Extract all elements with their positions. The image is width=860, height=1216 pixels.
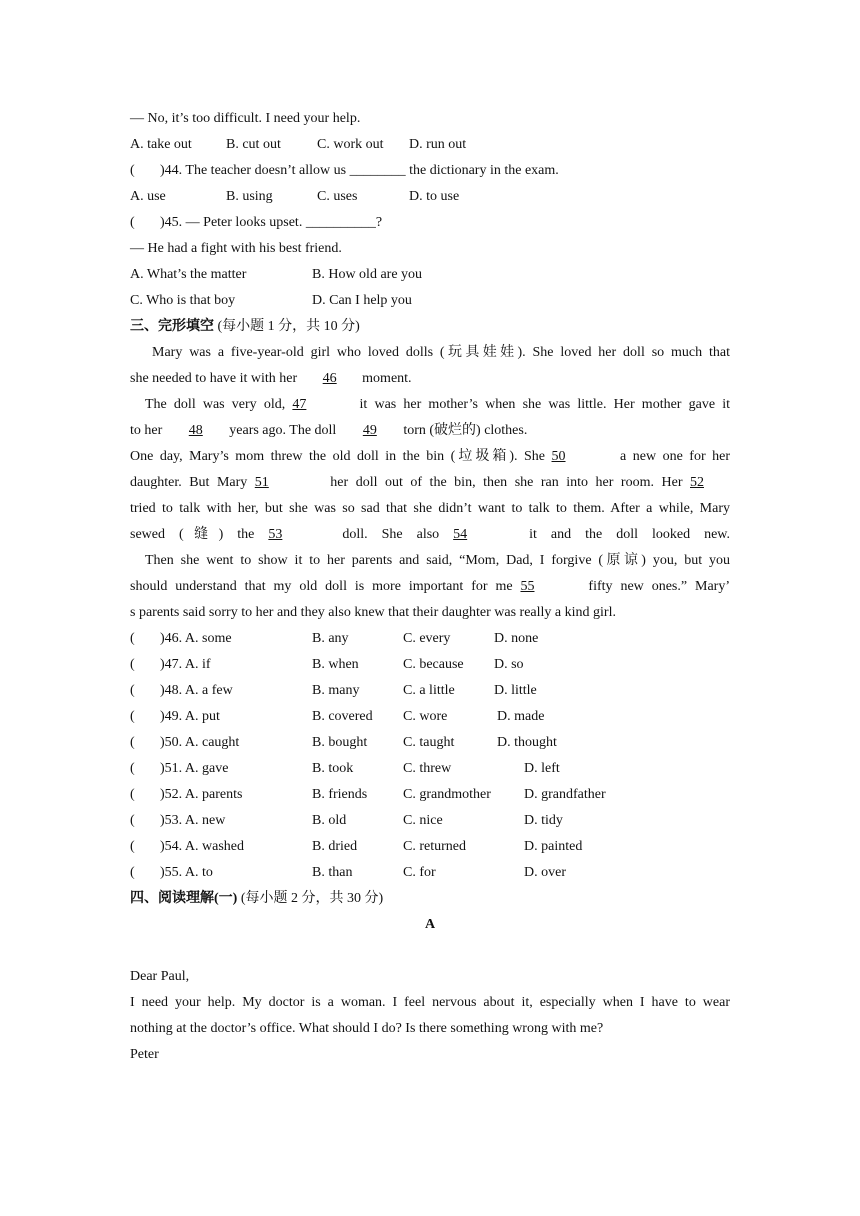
answer-paren: ( (130, 163, 135, 178)
spacer (130, 938, 730, 964)
letter-line2: nothing at the doctor’s office. What should I do? Is there something wrong with me? (130, 1021, 604, 1036)
section4-heading (130, 886, 730, 912)
q44-option-d: D. to use (409, 189, 460, 204)
q45-option-a: A. What’s the matter (130, 267, 247, 282)
cloze-question-row: ( )53. A. new B. old C. nice D. tidy (130, 813, 563, 828)
section3-heading (130, 314, 730, 340)
answer-paren: ( (130, 215, 135, 230)
cloze-p3-line3: tried to talk with her, but she was so sad that she didn’t want to talk to them. After a while, Mary (130, 501, 730, 516)
section3-note: (每小题 1 分，共 10 分) (214, 319, 360, 334)
letter-salutation: Dear Paul, (130, 969, 190, 984)
cloze-p3-line4: sewed (缝) the 53 doll. She also 54 it and the doll looked new. (130, 522, 730, 548)
q43-option-c: C. work out (317, 137, 384, 152)
letter-line1: I need your help. My doctor is a woman. I feel nervous about it, especially when I have to wear (130, 995, 730, 1010)
cloze-question-row: ( )55. A. to B. than C. for D. over (130, 865, 566, 880)
blank-51: 51 (254, 475, 269, 490)
q44-stem-text: )44. The teacher doesn’t allow us ________ the dictionary in the exam. (160, 163, 559, 178)
cloze-question-row: ( )54. A. washed B. dried C. returned D. painted (130, 839, 583, 854)
cloze-p2-line2: to her 48 years ago. The doll 49 torn (破烂的) clothes. (130, 418, 730, 444)
cloze-question-list (130, 626, 730, 886)
q43-option-b: B. cut out (226, 137, 281, 152)
blank-47: 47 (292, 397, 307, 412)
cloze-p2-line1: The doll was very old, 47 it was her mother’s when she was little. Her mother gave it (130, 392, 730, 418)
exam-page (130, 106, 730, 1068)
letter-signature: Peter (130, 1047, 159, 1062)
q44-option-a: A. use (130, 189, 166, 204)
cloze-p1-line1: Mary was a five-year-old girl who loved dolls (玩具娃娃). She loved her doll so much that (152, 345, 730, 360)
q43-options (130, 132, 730, 158)
passage-label: A (424, 917, 436, 932)
cloze-question-row: ( )50. A. caught B. bought C. taught D. thought (130, 735, 557, 750)
q43-option-d: D. run out (409, 137, 467, 152)
section4-title: 四、阅读理解(一) (130, 891, 238, 906)
q45-options-cd (130, 288, 730, 314)
blank-50: 50 (551, 449, 566, 464)
q45-stem (130, 210, 730, 236)
q45-option-d: D. Can I help you (312, 293, 412, 308)
blank-54: 54 (453, 527, 468, 542)
q45-option-c: C. Who is that boy (130, 293, 236, 308)
cloze-question-row: ( )49. A. put B. covered C. wore D. made (130, 709, 545, 724)
blank-53: 53 (268, 527, 283, 542)
q44-option-b: B. using (226, 189, 273, 204)
cloze-p4-line3: s parents said sorry to her and they also knew that their daughter was really a kind girl. (130, 605, 616, 620)
q45-options-ab (130, 262, 730, 288)
cloze-question-row: ( )47. A. if B. when C. because D. so (130, 657, 524, 672)
q43-option-a: A. take out (130, 137, 192, 152)
blank-49: 49 (362, 423, 377, 438)
cloze-p4-line1: Then she went to show it to her parents and said, “Mom, Dad, I forgive (原谅) you, but you (145, 553, 730, 568)
q45-stem-text: )45. — Peter looks upset. __________? (160, 215, 383, 230)
q44-options (130, 184, 730, 210)
cloze-question-row: ( )52. A. parents B. friends C. grandmother D. grandfather (130, 787, 606, 802)
blank-55: 55 (520, 579, 535, 594)
section4-note: (每小题 2 分，共 30 分) (237, 891, 384, 906)
blank-52: 52 (690, 475, 704, 490)
cloze-p3-line1: One day, Mary’s mom threw the old doll in the bin (垃圾箱). She 50 a new one for her (130, 444, 730, 470)
blank-46: 46 (322, 371, 337, 386)
cloze-p1-line2: she needed to have it with her 46 moment. (130, 366, 730, 392)
cloze-question-row: ( )48. A. a few B. many C. a little D. little (130, 683, 537, 698)
blank-48: 48 (188, 423, 203, 438)
cloze-p4-line2: should understand that my old doll is more important for me 55 fifty new ones.” Mary’ (130, 574, 730, 600)
cloze-question-row: ( )46. A. some B. any C. every D. none (130, 631, 539, 646)
q44-stem (130, 158, 730, 184)
q43-answer-line: — No, it’s too difficult. I need your help. (130, 111, 361, 126)
q45-answer-line: — He had a fight with his best friend. (130, 241, 342, 256)
section3-title: 三、完形填空 (130, 319, 214, 334)
cloze-p3-line2: daughter. But Mary 51 her doll out of the bin, then she ran into her room. Her 52 (130, 470, 730, 496)
cloze-question-row: ( )51. A. gave B. took C. threw D. left (130, 761, 560, 776)
q45-option-b: B. How old are you (312, 267, 423, 282)
q44-option-c: C. uses (317, 189, 358, 204)
